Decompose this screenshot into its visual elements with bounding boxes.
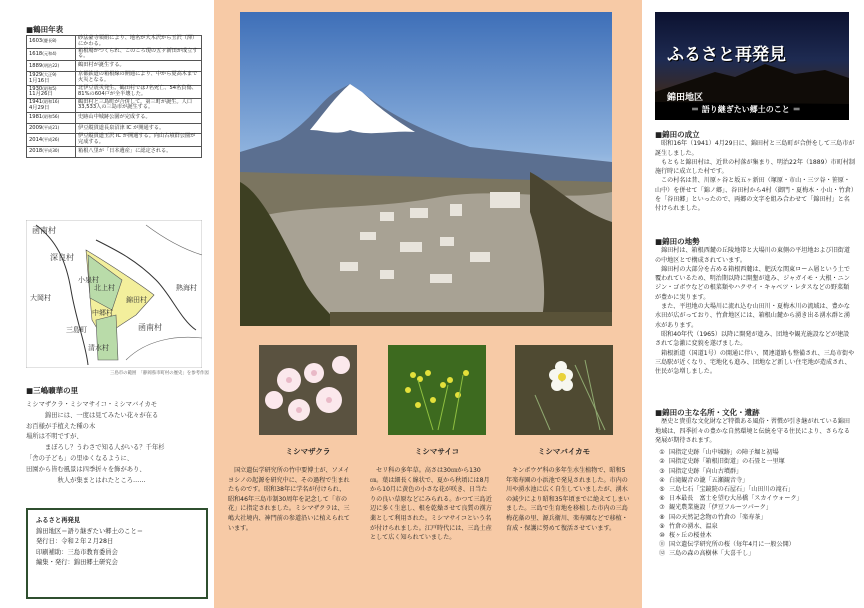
history-era: (昭和16) <box>42 99 60 105</box>
left-panel <box>0 0 214 608</box>
landmark-text: 竹倉の湧水、温泉 <box>669 522 718 530</box>
landmark-item <box>655 485 855 494</box>
landmark-list <box>655 448 855 558</box>
section-establishment <box>655 130 855 214</box>
history-year <box>27 85 76 99</box>
map-label: 大岡村 <box>30 294 51 302</box>
history-row <box>27 112 202 123</box>
history-year <box>27 99 76 113</box>
landmark-number: ③ <box>659 467 665 475</box>
title-banner <box>655 12 849 120</box>
history-text: 箱根八里が「日本遺産」に認定される。 <box>76 146 202 157</box>
landmark-text: 国指定史跡「山中城跡」の障子堀と初場 <box>669 449 779 457</box>
landmark-item <box>655 549 855 558</box>
landmark-number: ⑥ <box>659 495 665 503</box>
history-text: 鶴田村が誕生する。 <box>76 61 202 72</box>
landmark-number: ⑫ <box>658 550 666 558</box>
landmark-item <box>655 531 855 540</box>
history-text: 史跡山中城跡公園が完成する。 <box>76 112 202 123</box>
poem-line: ミシマザクラ・ミシマサイコ・ミシマバイカモ <box>26 401 158 408</box>
section-paragraph: もともと錦田村は、近世の村落が集まり、明治22年（1889）市町村制施行時に成立した村です。 <box>655 158 855 176</box>
section-heading: ■錦田の主な名所・文化・遺跡 <box>655 408 760 417</box>
landmark-number: ⑩ <box>659 532 665 540</box>
history-year <box>27 61 76 72</box>
poem-line: 秋人が集まとはれたところ…… <box>26 476 146 484</box>
landmark-item <box>655 457 855 466</box>
history-year-value: 1929 <box>29 71 43 78</box>
history-text: 鶴田村と三島町が合併して、第三町が誕生。人口33,533人の三島市が誕生する。 <box>76 99 202 113</box>
colophon-title: ふるさと再発見 <box>36 517 81 524</box>
history-year-value: 1941 <box>29 99 43 106</box>
history-era: (平成21) <box>42 125 60 131</box>
history-text: 京都鉄道の箱根線の開通により、中から夏高木まで火災となる。 <box>76 71 202 85</box>
landmark-number: ⑨ <box>659 522 665 530</box>
section-landmarks <box>655 408 855 559</box>
history-year-value: 1930 <box>29 85 43 92</box>
history-year <box>27 134 76 147</box>
landmark-number: ⑦ <box>659 504 665 512</box>
landmark-item <box>655 522 855 531</box>
history-year-value: 1889 <box>29 62 43 69</box>
poem-line: まぼろし？うわさで知る人がいる？千年杉 <box>26 444 165 452</box>
history-row <box>27 146 202 157</box>
poem-text <box>26 400 208 486</box>
history-era: (昭和5) <box>42 85 57 91</box>
history-era: (慶長8) <box>42 38 57 44</box>
flower-name: ミシマザクラ <box>285 447 331 456</box>
map-label: 北上村 <box>94 284 115 292</box>
map-label: 函南村 <box>32 226 56 235</box>
colophon-subtitle: 錦田地区＝語り継ぎたい郷土のこと＝ <box>36 527 144 535</box>
history-year <box>27 48 76 61</box>
colophon-box <box>26 508 208 599</box>
landmark-text: 国立遺伝学研究所の桜（毎年4月に一般公開） <box>669 541 795 549</box>
section-paragraph: 錦田村の大部分を占める箱根西麓は、肥沃な関東ローム層という土で覆われているため、明治期以降に開墾が進み、ジャガイモ・大根・ニンジン・ゴボウなどの根菜類やハクサイ・キャベツ・レタスなどの野菜類が豊かに実ります。 <box>655 265 850 301</box>
section-paragraph: 歴史と貴重な文化財など特徴ある風俗・習慣が引き継がれている錦田地域は、四季折々の豊かな自然環境と伝統を守る住民により、さらなる発展が期待されます。 <box>655 418 850 444</box>
flower-description: キンポウゲ科の多年生水生植物で、昭和5年楽寿園の小浜池で発見されました。市内の川や湧水池に広く自生していましたが、湧水の減少により昭和35年頃までに絶えてしまいました。三島で生育地を移植した市内の三島梅花藻の里、源兵衛川、楽寿園などで移植・育成・保護に努めて復活させています。 <box>506 467 630 532</box>
poem-line: 田園から皆む風景は四季折々を飾があり、 <box>26 465 146 473</box>
saiko-photo <box>388 345 486 435</box>
history-year-value: 1603 <box>29 38 43 45</box>
history-year <box>27 112 76 123</box>
map-label: 錦田村 <box>126 296 147 304</box>
map-label: 三島町 <box>66 326 87 334</box>
landmark-text: 国指定史跡「箱根旧街道」の石畳と一里塚 <box>669 458 785 466</box>
history-year-value: 1618 <box>29 50 43 57</box>
history-date: 4月29日 <box>29 104 50 111</box>
history-era: (昭和56) <box>42 114 60 120</box>
section-paragraph: 錦田村は、箱根西麓の丘陵地帯と大場川の東側の平坦地および旧街道の中地区とで構成されています。 <box>655 247 850 264</box>
mt-fuji-town-photo <box>240 12 612 326</box>
landmark-number: ④ <box>659 476 665 484</box>
poem-line: 場所は不明ですが、 <box>26 433 83 441</box>
map-label: 小泉村 <box>78 276 99 284</box>
section-paragraph: 昭和40年代（1965）以降に開発が進み、団地や観光施設などが建設されて急激に変貌を遂げました。 <box>655 330 850 348</box>
history-year-value: 2014 <box>29 136 43 143</box>
baikamo-photo <box>515 345 613 435</box>
landmark-text: 三島の森の高樹林「大喜千し」 <box>669 550 755 558</box>
landmark-number: ② <box>659 458 665 466</box>
landmark-text: 白滝観音の瀧「五瀬観音寺」 <box>669 476 749 484</box>
history-era: (平成26) <box>42 136 60 142</box>
colophon-issued: 発行日：令和２年２月28日 <box>36 538 114 545</box>
history-date: 1月16日 <box>29 77 50 84</box>
map-label: 中郷村 <box>92 309 113 317</box>
flower-name: ミシマサイコ <box>414 447 460 456</box>
history-text: 伊豆縦貫道長泉沼津 IC が開通する。 <box>76 123 202 134</box>
history-year <box>27 36 76 49</box>
map-label: 熱海村 <box>176 284 197 292</box>
history-era: (元和4) <box>42 50 57 56</box>
colophon-editor: 編集・発行：錦田郷土研究会 <box>36 559 118 566</box>
history-table <box>26 35 202 158</box>
poem-line: お百様が手植えた種の木 <box>26 422 96 430</box>
section-geography <box>655 237 855 376</box>
landmark-item <box>655 540 855 549</box>
history-year-value: 1981 <box>29 114 43 121</box>
history-row <box>27 48 202 61</box>
sakura-photo <box>259 345 357 435</box>
landmark-item <box>655 513 855 522</box>
banner-area: 錦田地区 <box>667 93 704 103</box>
section-paragraph: また、平坦地の大場川に流れ込む山田川・夏梅木川の流域は、豊かな水田が広がっており、竹倉地区には、箱根山麓から湧き出る湧水群と湧水があります。 <box>655 303 850 329</box>
history-row <box>27 99 202 113</box>
history-year-value: 2009 <box>29 125 43 132</box>
section-heading: ■錦田の地勢 <box>655 237 700 246</box>
map-label: 深良村 <box>50 253 74 262</box>
district-map <box>26 220 202 368</box>
map-label: 清水村 <box>88 344 109 352</box>
landmark-item <box>655 448 855 457</box>
landmark-number: ⑧ <box>659 513 665 521</box>
history-row <box>27 71 202 85</box>
flower-description: 国立遺伝学研究所の竹中要博士が、ソメイヨシノの起源を研究中に、その過程で生まれたものです。昭和38年に学名が付けられ、昭和46年三島市制30周年を記念して「市の花」に指定されました。ミシマザクラは、三嶋大社境内、神門前の参道沿いに植えられています。 <box>228 467 350 532</box>
history-row <box>27 85 202 99</box>
landmark-item <box>655 494 855 503</box>
poem-line: 錦田には、一度は見てみたい花々が在る <box>26 411 159 419</box>
history-era: (明治22) <box>42 62 60 68</box>
section-paragraph: 昭和16年（1941）4月29日に、錦田村と三島町が合併をして三島市が誕生しました。 <box>655 140 855 157</box>
landmark-text: 観光農業施設「伊豆フルーツパーク」 <box>669 504 772 512</box>
section-paragraph: 箱根新道（国道1号）の開通に伴い、関連道路も整備され、三島市街や三島駅が近くなり、宅地化も進み、団地など新しい住宅地が造成され、住民が急増しました。 <box>655 349 855 376</box>
history-row <box>27 134 202 147</box>
history-date: 11月26日 <box>29 91 53 98</box>
landmark-item <box>655 476 855 485</box>
history-row <box>27 36 202 49</box>
landmark-number: ⑪ <box>658 541 666 549</box>
landmark-text: 三島七石「宝鏡院の石屋石」「山田川の滝石」 <box>669 486 794 493</box>
history-text: 箱根場がつくられ、このころ現の五ヶ新田が成立する。 <box>76 48 202 61</box>
map-caption: 三島市の範囲 「静岡県市町村の歴史」を参考作図 <box>110 371 209 376</box>
landmark-item <box>655 467 855 476</box>
history-year <box>27 123 76 134</box>
landmark-text: 桜ヶ丘の桜並木 <box>669 532 712 540</box>
history-row <box>27 61 202 72</box>
landmark-text: 日本最長 富士を望む大吊橋「スカイウォーク」 <box>669 495 803 503</box>
flower-description: セリ科の多年草。高さは30㎝から130㎝。葉は細長く線状で、夏から秋頃には8月から10月に黄色の小さな花が咲き、日当たりの良い草原などにみられる。かつて三島近辺に多く生息し、根を乾燥させて良質の漢方薬として利用された。ミシマサイコという名が付けられました。江戸時代には、三島土産として広く知られていました。 <box>370 467 492 542</box>
section-paragraph: この村名は昔、川原ヶ谷と坂五ヶ新田（塚原・市山・三ツ谷・笹原・山中）を併せて「錦ノ郷」、谷田村から4村（御門・夏梅木・小山・竹倉）を「谷田郷」といったので、両郷の文字を組み合わせて「錦田村」と名付けられました。 <box>655 177 854 213</box>
landmark-number: ① <box>659 449 665 457</box>
history-text: 砂法豪寺領組により、地名が大木沢から玉沢（澤）にかわる。 <box>76 36 202 49</box>
history-year <box>27 71 76 85</box>
middle-panel <box>214 0 642 608</box>
landmark-text: 国指定史跡「向山古墳群」 <box>669 467 743 475</box>
colophon-support: 印刷補助：三島市教育委員会 <box>36 548 118 556</box>
landmark-text: 国の天然記念物の竹倉の「楽寿茶」 <box>669 513 767 521</box>
section-heading: ■錦田の成立 <box>655 130 700 139</box>
history-era: (平成30) <box>42 148 60 154</box>
poem-heading: ■三嶋曠華の里 <box>26 386 79 395</box>
landmark-number: ⑤ <box>659 486 665 493</box>
poem-line: 「舎の子ども」の里ゆくなるように、 <box>26 454 134 462</box>
history-text: 伊豆縦貫道玉沢 IC が開通する。向山古墳群公園が完成する。 <box>76 134 202 147</box>
history-era: (大正9) <box>42 71 57 77</box>
flower-name: ミシマバイカモ <box>537 447 591 456</box>
history-year <box>27 146 76 157</box>
map-label: 函南村 <box>138 323 162 332</box>
banner-title: ふるさと再発見 <box>667 45 786 65</box>
banner-tagline: ＝ 語り継ぎたい郷土のこと ＝ <box>691 105 801 114</box>
history-text: 北伊豆震災発生。鶴田村では7名死亡、54名負傷、81%の604戸が全半壊した。 <box>76 85 202 99</box>
history-year-value: 2018 <box>29 148 43 155</box>
landmark-item <box>655 503 855 512</box>
history-heading: ■鶴田年表 <box>26 25 64 34</box>
